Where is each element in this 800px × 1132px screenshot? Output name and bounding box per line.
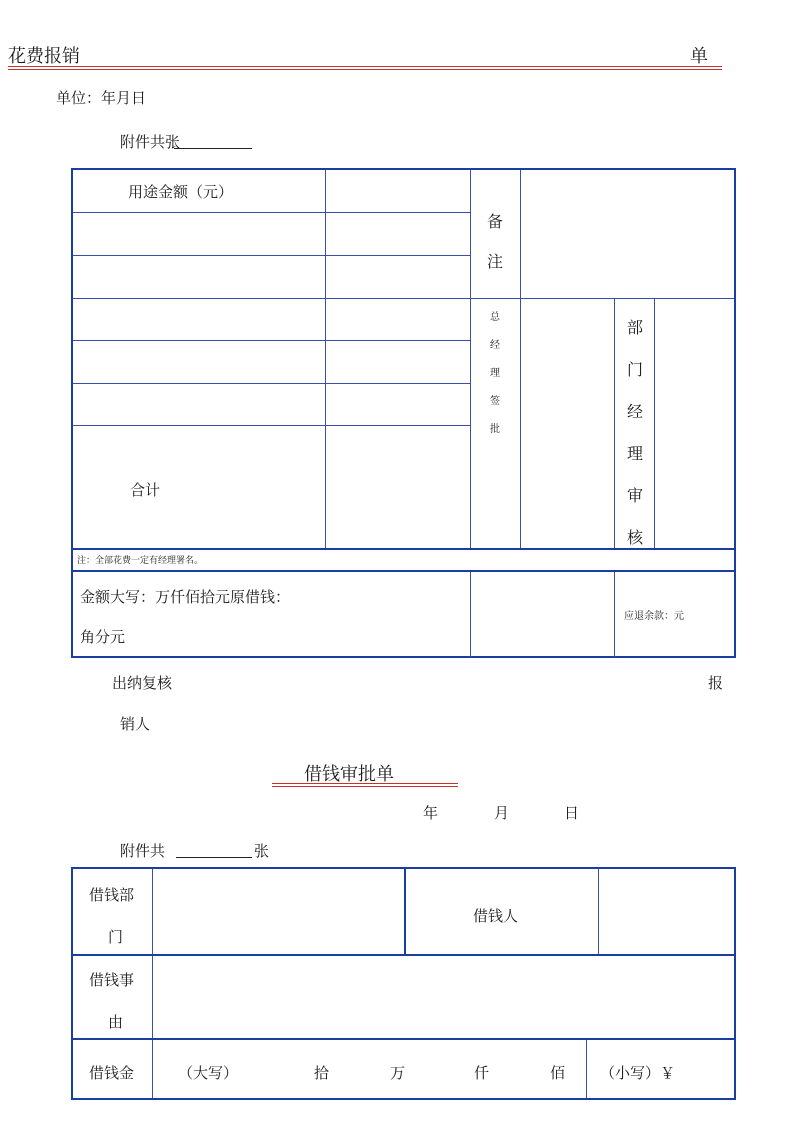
expense-form-title: 花费报销	[8, 46, 80, 67]
loan-attachments-suffix: 张	[254, 842, 270, 860]
remarks-label: 备 注	[487, 212, 504, 271]
table-col-line	[520, 170, 521, 548]
refund-label: 应退余款：元	[624, 611, 684, 622]
table-row-line	[73, 212, 470, 213]
borrower-label: 借钱人	[473, 907, 519, 925]
loan-reason-label-line2: 由	[108, 1013, 124, 1031]
amount-in-words-label: （大写）	[178, 1064, 239, 1082]
loan-attachments-prefix: 附件共	[120, 842, 166, 860]
loan-row-line	[73, 954, 734, 956]
cashier-review-label: 出纳复核	[112, 674, 173, 692]
amount-in-figures-label: （小写）￥	[600, 1064, 676, 1082]
table-row-line	[73, 298, 734, 299]
table-col-line	[470, 170, 471, 548]
table-col-line	[325, 170, 326, 548]
loan-col-line	[598, 869, 599, 954]
purpose-amount-header: 用途金额（元）	[128, 183, 234, 201]
date-year: 年	[423, 804, 439, 822]
loan-form-title: 借钱审批单	[304, 764, 394, 785]
attachments-blank	[174, 148, 252, 149]
reporter-label-part2: 销人	[120, 715, 151, 733]
date-month: 月	[494, 804, 510, 822]
table-col-line	[614, 298, 615, 548]
loan-row-line	[73, 1038, 734, 1040]
date-day: 日	[564, 804, 580, 822]
table-col-line	[614, 571, 615, 657]
loan-reason-label-line1: 借钱事	[89, 971, 135, 989]
dept-manager-label: 部 门 经 理 审 核	[627, 318, 644, 547]
table-row-line	[73, 383, 470, 384]
unit-bai: 佰	[550, 1064, 566, 1082]
approval-note: 注：全部花费一定有经理署名。	[77, 556, 204, 566]
expense-form-title-suffix: 单	[690, 46, 708, 67]
unit-wan: 万	[390, 1064, 406, 1082]
unit-qian: 仟	[474, 1064, 490, 1082]
loan-attachments-blank	[176, 857, 252, 858]
table-col-line	[654, 298, 655, 548]
title-underline	[8, 66, 722, 67]
table-row-line	[73, 340, 470, 341]
loan-title-underline	[272, 783, 458, 784]
table-row-line	[73, 255, 470, 256]
table-row-line	[73, 570, 734, 572]
loan-col-line	[152, 869, 153, 1098]
table-row-line	[73, 425, 470, 426]
title-underline-second	[8, 69, 722, 70]
table-col-line	[470, 571, 471, 657]
attachments-line: 附件共张	[120, 133, 181, 151]
total-label: 合计	[130, 481, 161, 499]
loan-col-line	[586, 1039, 587, 1098]
loan-title-underline-second	[272, 786, 458, 787]
loan-dept-label-line1: 借钱部	[89, 886, 135, 904]
amount-in-words-line1: 金额大写：万仟佰拾元原借钱：	[80, 588, 291, 606]
loan-amount-label: 借钱金	[89, 1064, 135, 1082]
loan-dept-label-line2: 门	[108, 928, 124, 946]
unit-date-line: 单位：年月日	[56, 89, 147, 107]
loan-col-line	[404, 869, 406, 954]
unit-shi: 拾	[314, 1064, 330, 1082]
reporter-label-part1: 报	[708, 674, 724, 692]
amount-in-words-line2: 角分元	[80, 628, 126, 646]
gm-approval-label: 总 经 理 签 批	[490, 312, 500, 435]
